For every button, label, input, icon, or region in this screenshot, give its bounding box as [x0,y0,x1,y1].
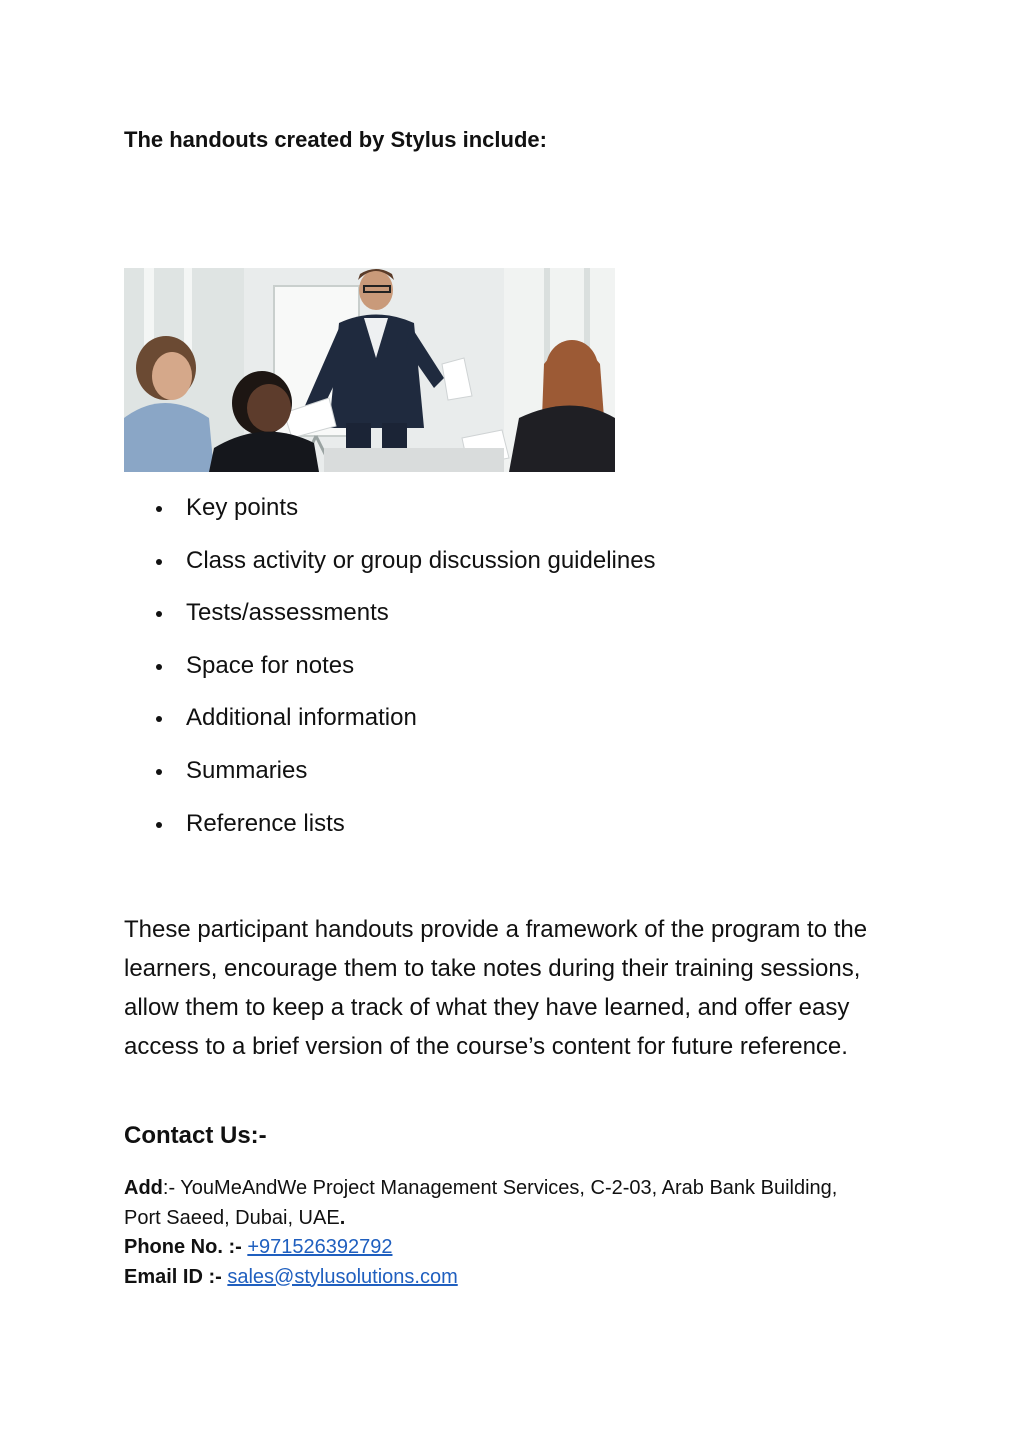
list-item [152,595,656,648]
list-item [152,648,656,701]
section-heading: The handouts created by Stylus include: [124,127,547,152]
training-session-photo [124,268,615,472]
handout-contents-list [152,490,656,858]
address-text-2: Port Saeed, Dubai, UAE [124,1206,340,1229]
address-end: . [339,1206,346,1229]
list-item-text: Additional information [186,704,417,732]
list-item-text: Space for notes [186,651,355,679]
address-label: Add [124,1177,163,1199]
contact-heading: Contact Us:- [124,1122,267,1149]
description-paragraph: These participant handouts provide a framework of the program to the learners, encourage them to take notes during their training sessions, allow them to keep a track of what they have learned, and offer easy access to a brief version of the course’s content for future reference. [124,916,868,1060]
list-item-text: Key points [186,494,299,521]
email-label: Email ID :- [124,1265,228,1288]
list-item [152,543,656,596]
phone-link[interactable]: +971526392792 [247,1236,393,1258]
list-item-text: Tests/assessments [186,599,389,627]
list-item [152,806,656,859]
list-item [152,700,656,753]
list-item-text: Class activity or group discussion guidelines [186,546,656,574]
bullet-icon [156,716,162,722]
bullet-icon [156,559,162,565]
bullet-icon [156,822,162,828]
bullet-icon [156,611,162,617]
list-item-text: Reference lists [186,809,345,837]
list-item [152,753,656,806]
contact-details [124,1174,924,1292]
address-line [124,1174,924,1204]
phone-label: Phone No. :- [124,1236,248,1258]
address-line-2 [124,1204,924,1234]
list-item-text: Summaries [186,756,308,784]
email-link[interactable]: sales@stylusolutions.com [227,1265,458,1288]
address-text: :- YouMeAndWe Project Management Services, C-2-03, Arab Bank Building, [162,1177,838,1199]
bullet-icon [156,506,162,512]
bullet-icon [156,769,162,775]
phone-line [124,1233,924,1263]
bullet-icon [156,664,162,670]
list-item [152,490,656,543]
email-line [124,1263,924,1293]
